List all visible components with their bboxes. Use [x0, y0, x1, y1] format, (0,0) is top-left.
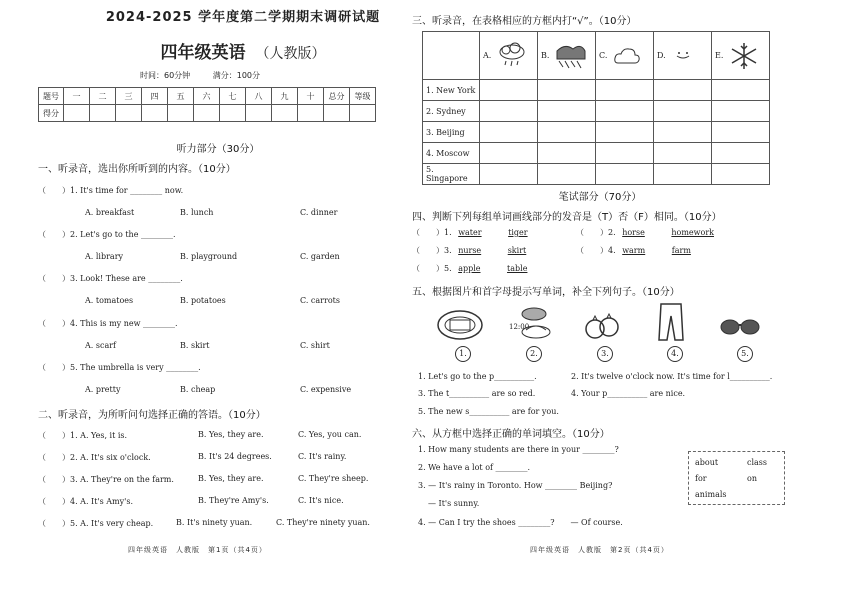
playground-icon — [436, 303, 484, 347]
s1-option: C. garden — [300, 252, 340, 261]
s2-option: C. They're ninety yuan. — [276, 518, 370, 527]
s4-word: apple — [458, 264, 481, 273]
score-input[interactable] — [194, 105, 220, 122]
snowflake-icon — [729, 41, 759, 71]
s4-word: nurse — [458, 246, 482, 255]
score-cell: 三 — [116, 88, 142, 105]
s1-question: （ ）2. Let's go to the ________. — [38, 230, 176, 239]
s1-option: C. carrots — [300, 296, 340, 305]
word-bank-item: for — [695, 474, 707, 483]
section-5-title: 五、根据图片和首字母提示写单词，补全下列句子。（10分） — [412, 287, 680, 298]
score-cell: 九 — [272, 88, 298, 105]
score-cell: 五 — [168, 88, 194, 105]
page-1-footer: 四年级英语 人教版 第1页（共4页） — [128, 546, 267, 554]
tick-box[interactable] — [712, 122, 770, 143]
s1-question: （ ）1. It's time for ________ now. — [38, 186, 184, 195]
grade-subject: 四年级英语 — [160, 43, 246, 63]
header-letter: D. — [657, 50, 666, 60]
s4-item — [412, 245, 526, 256]
tick-box[interactable] — [538, 122, 596, 143]
score-input[interactable] — [116, 105, 142, 122]
s6-sentence: 2. We have a lot of ________. — [418, 463, 531, 472]
s1-question: （ ）5. The umbrella is very ________. — [38, 363, 201, 372]
s2-option: B. It's 24 degrees. — [198, 452, 272, 461]
s1-option: C. dinner — [300, 208, 338, 217]
score-cell: 七 — [220, 88, 246, 105]
s4-word: table — [507, 264, 528, 273]
storm-icon — [555, 41, 587, 71]
weather-row — [423, 122, 770, 143]
score-input-row — [39, 105, 376, 122]
tick-box[interactable] — [596, 80, 654, 101]
s4-item — [576, 227, 714, 238]
pic-number: 3. — [597, 346, 613, 362]
s4-number: （ ）3. — [412, 246, 452, 255]
tick-box[interactable] — [596, 164, 654, 185]
tick-box[interactable] — [654, 80, 712, 101]
s1-option: A. library — [85, 252, 124, 261]
listening-header: 听力部分（30分） — [176, 144, 260, 155]
word-bank — [688, 451, 785, 505]
score-cell: 题号 — [39, 88, 64, 105]
score-cell: 总分 — [324, 88, 350, 105]
section-3-title: 三、听录音，在表格相应的方框内打“√”。（10分） — [412, 16, 637, 27]
weather-header-e — [712, 32, 770, 80]
score-input[interactable] — [220, 105, 246, 122]
weather-header-row — [423, 32, 770, 80]
s6-sentence: 4. — Can I try the shoes ________? — Of course. — [418, 518, 623, 527]
score-cell: 十 — [298, 88, 324, 105]
tick-box[interactable] — [596, 122, 654, 143]
s1-option: C. expensive — [300, 385, 352, 394]
s5-sentence: 4. Your p__________ are nice. — [571, 389, 686, 398]
tick-box[interactable] — [654, 143, 712, 164]
city-label: 2. Sydney — [423, 101, 480, 122]
tick-box[interactable] — [480, 164, 538, 185]
s4-word: tiger — [508, 228, 528, 237]
tick-box[interactable] — [712, 143, 770, 164]
s1-option: B. potatoes — [180, 296, 226, 305]
weather-header-a — [480, 32, 538, 80]
weather-header-c — [596, 32, 654, 80]
tick-box[interactable] — [596, 143, 654, 164]
s1-option: A. scarf — [85, 341, 117, 350]
sun-icon — [671, 44, 695, 68]
exam-subtitle — [78, 38, 408, 63]
pic-number: 1. — [455, 346, 471, 362]
section-2-title: 二、听录音，为所听问句选择正确的答语。（10分） — [38, 410, 266, 421]
s2-option: B. It's ninety yuan. — [176, 518, 253, 527]
city-label: 5. Singapore — [423, 164, 480, 185]
score-input[interactable] — [142, 105, 168, 122]
tick-box[interactable] — [596, 101, 654, 122]
s1-option: A. breakfast — [85, 208, 135, 217]
score-cell: 六 — [194, 88, 220, 105]
header-letter: C. — [599, 50, 608, 60]
s1-option: B. playground — [180, 252, 238, 261]
tick-box[interactable] — [480, 101, 538, 122]
s4-word: skirt — [507, 246, 527, 255]
weather-row — [423, 101, 770, 122]
score-header-row — [39, 88, 376, 105]
section-6-title: 六、从方框中选择正确的单词填空。（10分） — [412, 429, 610, 440]
tick-box[interactable] — [712, 80, 770, 101]
corner-cell — [423, 32, 480, 80]
time-label: 时间：60分钟 — [140, 71, 191, 80]
s2-option: C. They're sheep. — [298, 474, 369, 483]
tick-box[interactable] — [480, 122, 538, 143]
s1-option: A. pretty — [85, 385, 121, 394]
s2-option: B. Yes, they are. — [198, 474, 264, 483]
s2-option: C. It's nice. — [298, 496, 344, 505]
tick-box[interactable] — [654, 122, 712, 143]
section-4-title: 四、判断下列每组单词画线部分的发音是（T）否（F）相同。（10分） — [412, 212, 722, 223]
score-input[interactable] — [272, 105, 298, 122]
city-label: 4. Moscow — [423, 143, 480, 164]
s4-number: （ ）5. — [412, 264, 452, 273]
word-bank-item: about — [695, 458, 719, 467]
score-row-label: 得分 — [39, 105, 64, 122]
s2-option: （ ）3. A. They're on the farm. — [38, 475, 174, 484]
score-table — [38, 87, 376, 122]
tick-box[interactable] — [538, 164, 596, 185]
weather-header-d — [654, 32, 712, 80]
tick-box[interactable] — [712, 164, 770, 185]
tick-box[interactable] — [538, 80, 596, 101]
word-bank-item: class — [747, 458, 768, 467]
tick-box[interactable] — [480, 143, 538, 164]
s2-option: C. It's rainy. — [298, 452, 347, 461]
tick-box[interactable] — [538, 143, 596, 164]
s2-option: （ ）2. A. It's six o'clock. — [38, 453, 151, 462]
s4-word: horse — [622, 228, 645, 237]
s1-option: B. skirt — [180, 341, 210, 350]
s2-option: （ ）5. A. It's very cheap. — [38, 519, 154, 528]
word-bank-item: animals — [695, 490, 727, 499]
s1-question: （ ）3. Look! These are ________. — [38, 274, 183, 283]
s4-number: （ ）2. — [576, 228, 616, 237]
city-label: 1. New York — [423, 80, 480, 101]
s1-option: B. cheap — [180, 385, 216, 394]
score-cell: 八 — [246, 88, 272, 105]
tomatoes-icon — [577, 303, 625, 347]
exam-title: 2024-2025 学年度第二学期期末调研试题 — [105, 10, 381, 25]
score-input[interactable] — [350, 105, 376, 122]
edition: （人教版） — [255, 46, 326, 62]
tick-box[interactable] — [538, 101, 596, 122]
weather-row — [423, 143, 770, 164]
tick-box[interactable] — [654, 101, 712, 122]
s1-option: A. tomatoes — [85, 296, 134, 305]
header-letter: A. — [483, 50, 492, 60]
weather-header-b — [538, 32, 596, 80]
s6-sentence: 1. How many students are there in your ________? — [418, 445, 619, 454]
s4-item — [576, 245, 691, 256]
s2-option: B. Yes, they are. — [198, 430, 264, 439]
rain-cloud-icon — [497, 41, 527, 71]
s1-option: C. shirt — [300, 341, 330, 350]
s5-sentence: 3. The t__________ are so red. — [418, 389, 536, 398]
weather-row — [423, 80, 770, 101]
s4-number: （ ）4. — [576, 246, 616, 255]
s4-item — [412, 263, 527, 274]
score-input[interactable] — [298, 105, 324, 122]
weather-row — [423, 164, 770, 185]
s4-number: （ ）1. — [412, 228, 452, 237]
s4-word: warm — [622, 246, 646, 255]
s4-word: farm — [671, 246, 691, 255]
score-input[interactable] — [168, 105, 194, 122]
tick-box[interactable] — [654, 164, 712, 185]
score-cell: 二 — [90, 88, 116, 105]
exam-meta — [140, 70, 280, 81]
score-input[interactable] — [90, 105, 116, 122]
score-input[interactable] — [246, 105, 272, 122]
s2-option: （ ）1. A. Yes, it is. — [38, 431, 128, 440]
page-2-footer: 四年级英语 人教版 第2页（共4页） — [530, 546, 669, 554]
s1-question: （ ）4. This is my new ________. — [38, 319, 178, 328]
s4-word: homework — [671, 228, 714, 237]
header-letter: B. — [541, 50, 550, 60]
pic-number: 5. — [737, 346, 753, 362]
score-cell: 四 — [142, 88, 168, 105]
tick-box[interactable] — [712, 101, 770, 122]
s2-option: B. They're Amy's. — [198, 496, 269, 505]
s6-sentence: 3. — It's rainy in Toronto. How ________ Beijing? — [418, 481, 613, 490]
sunglasses-icon — [716, 305, 764, 349]
pic-number: 2. — [526, 346, 542, 362]
s1-option: B. lunch — [180, 208, 214, 217]
clock-label: 12:00 — [509, 323, 530, 331]
s5-sentence: 5. The new s__________ are for you. — [418, 407, 559, 416]
word-bank-item: on — [747, 474, 757, 483]
score-input[interactable] — [64, 105, 90, 122]
s4-word: water — [458, 228, 482, 237]
weather-table — [422, 31, 770, 185]
score-cell: 等级 — [350, 88, 376, 105]
writing-header: 笔试部分（70分） — [558, 192, 642, 203]
s2-option: （ ）4. A. It's Amy's. — [38, 497, 133, 506]
s4-item — [412, 227, 528, 238]
header-letter: E. — [715, 50, 724, 60]
s6-sentence: — It's sunny. — [428, 499, 480, 508]
score-label: 满分：100分 — [212, 71, 261, 80]
tick-box[interactable] — [480, 80, 538, 101]
s2-option: C. Yes, you can. — [298, 430, 362, 439]
pic-number: 4. — [667, 346, 683, 362]
score-cell: 一 — [64, 88, 90, 105]
lunch-icon — [506, 300, 554, 344]
pants-icon — [647, 300, 695, 344]
s5-sentence: 1. Let's go to the p__________. — [418, 372, 537, 381]
section-1-title: 一、听录音，选出你所听到的内容。（10分） — [38, 164, 236, 175]
score-input[interactable] — [324, 105, 350, 122]
s5-sentence: 2. It's twelve o'clock now. It's time for l__________. — [571, 372, 773, 381]
city-label: 3. Beijing — [423, 122, 480, 143]
cloud-icon — [613, 45, 641, 67]
